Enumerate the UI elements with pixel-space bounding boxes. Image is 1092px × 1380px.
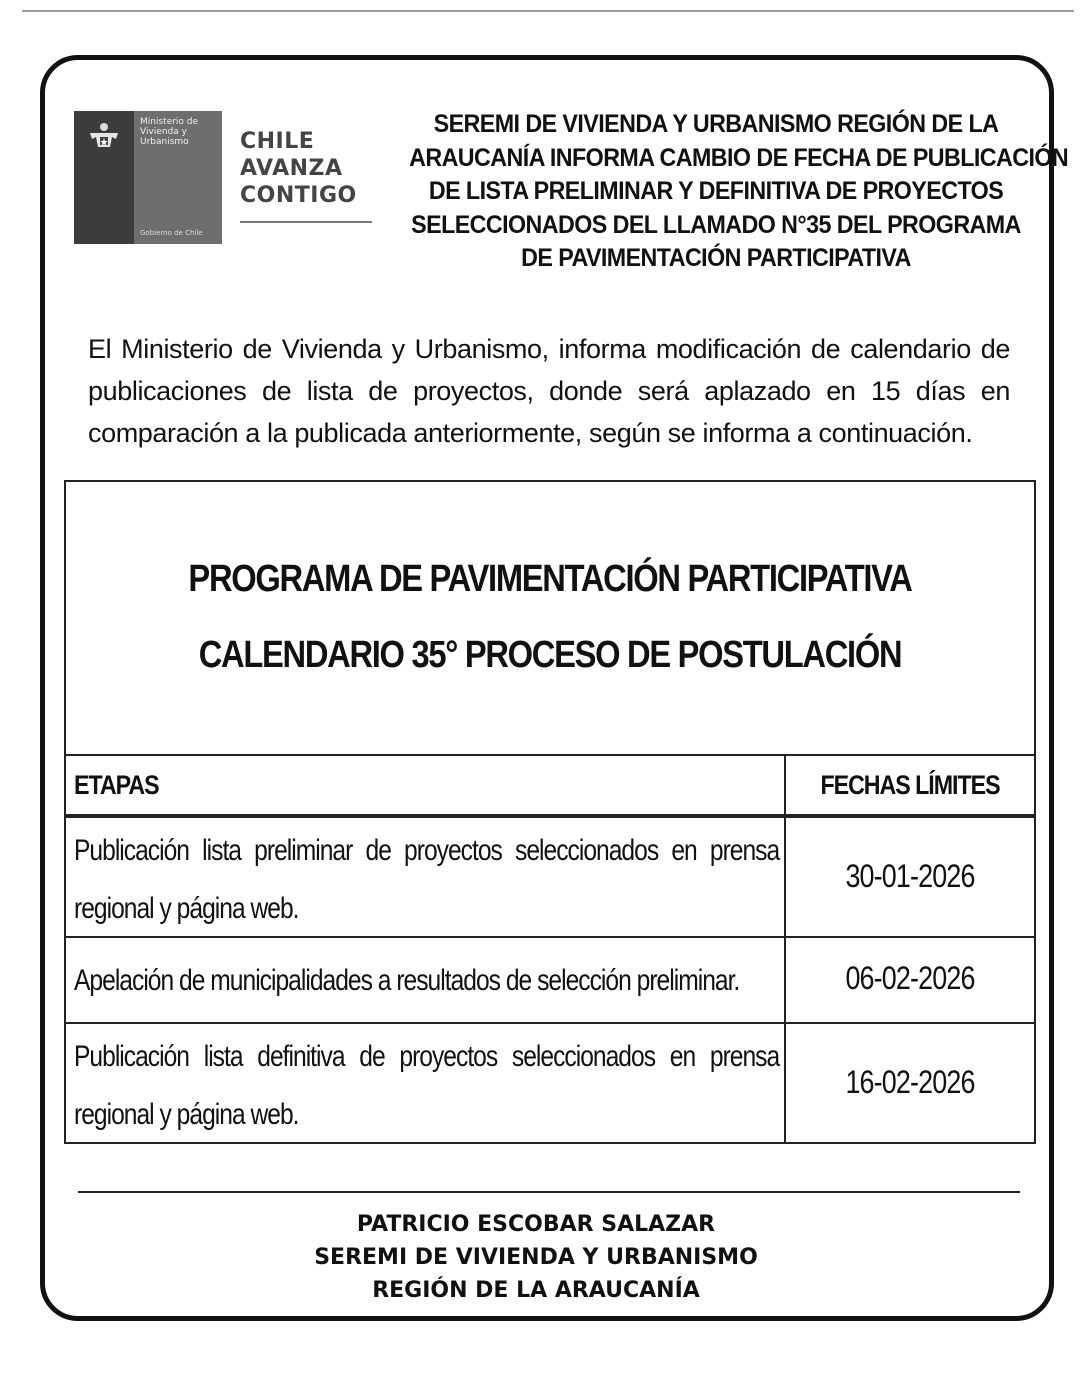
program-title: PROGRAMA DE PAVIMENTACIÓN PARTICIPATIVA: [188, 558, 912, 600]
calendar-subtitle: CALENDARIO 35° PROCESO DE POSTULACIÓN: [198, 634, 902, 676]
table-row-divider: [64, 1022, 1036, 1024]
notice-title-line: ARAUCANÍA INFORMA CAMBIO DE FECHA DE PUBLICACIÓN: [409, 143, 1069, 172]
slogan: [240, 128, 380, 209]
notice-title: [409, 108, 1069, 276]
signatory-region: REGIÓN DE LA ARAUCANÍA: [372, 1278, 700, 1303]
slogan-line: AVANZA: [240, 156, 343, 181]
logo-ministry-line: Urbanismo: [140, 137, 189, 147]
table-header-divider: [64, 814, 1036, 818]
table-column-divider: [784, 754, 786, 1144]
notice-title-line: SEREMI DE VIVIENDA Y URBANISMO REGIÓN DE LA: [433, 110, 999, 138]
notice-title-line: DE LISTA PRELIMINAR Y DEFINITIVA DE PROYECTOS: [428, 177, 1004, 205]
logo-ministry-text: [140, 117, 220, 147]
slogan-line: CONTIGO: [240, 183, 357, 208]
logo-ministry-line: Ministerio de: [140, 117, 199, 127]
column-header-dates: FECHAS LÍMITES: [820, 770, 1000, 800]
signature-rule: [78, 1191, 1020, 1193]
table-row-stage: Publicación lista definitiva de proyectos seleccionados en prensa regional y página web.: [74, 1040, 780, 1131]
table-divider: [64, 754, 1036, 756]
ministry-logo: [74, 111, 222, 244]
notice-title-line: SELECCIONADOS DEL LLAMADO N°35 DEL PROGRAMA: [411, 210, 1021, 239]
top-rule: [22, 10, 1074, 12]
coat-of-arms-icon: [86, 121, 122, 151]
slogan-underline: [240, 221, 372, 223]
intro-paragraph: El Ministerio de Vivienda y Urbanismo, informa modificación de calendario de publicaciones de lista de proyectos, donde será aplazado en 15 días en comparación a la publicada anteriormente, según se informa a continuación.: [88, 334, 1010, 448]
signature-block: [64, 1208, 1008, 1307]
table-row-date: 16-02-2026: [845, 1064, 975, 1100]
notice-title-line: DE PAVIMENTACIÓN PARTICIPATIVA: [521, 244, 911, 272]
table-row-stage: Apelación de municipalidades a resultados de selección preliminar.: [74, 964, 740, 997]
signatory-name: PATRICIO ESCOBAR SALAZAR: [356, 1212, 716, 1237]
logo-government-text: Gobierno de Chile: [140, 229, 203, 237]
table-row-stage: Publicación lista preliminar de proyectos seleccionados en prensa regional y página web.: [74, 834, 780, 925]
table-row-date: 06-02-2026: [845, 960, 975, 996]
logo-ministry-line: Vivienda y: [140, 127, 187, 137]
column-header-stages: ETAPAS: [74, 770, 159, 800]
slogan-line: CHILE: [240, 129, 315, 154]
table-row-date: 30-01-2026: [845, 858, 975, 894]
signatory-position: SEREMI DE VIVIENDA Y URBANISMO: [314, 1245, 758, 1270]
